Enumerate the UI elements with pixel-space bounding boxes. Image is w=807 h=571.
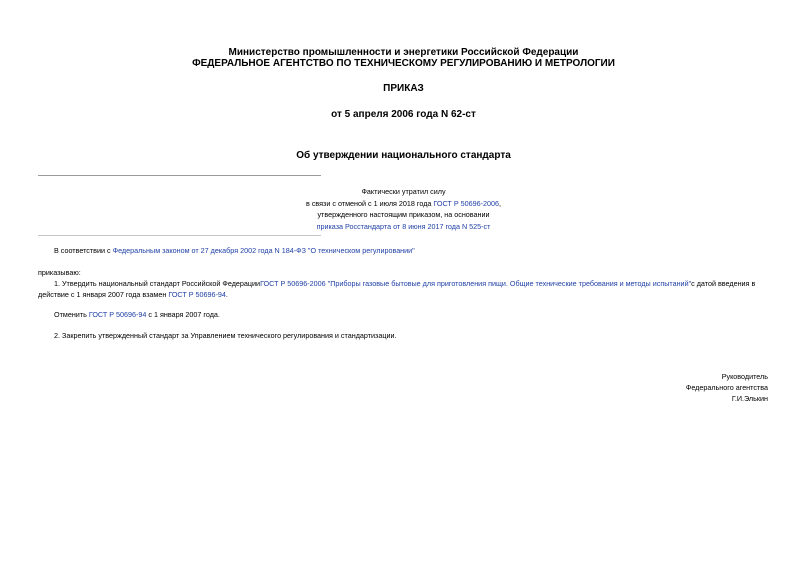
ministry-name: Министерство промышленности и энергетики Российской Федерации xyxy=(228,47,579,58)
document-title: Об утверждении национального стандарта xyxy=(296,150,511,161)
gost-2006-link[interactable]: ГОСТ Р 50696-2006 xyxy=(433,198,499,208)
federal-law-link[interactable]: Федеральным законом от 27 декабря 2002 года N 184-ФЗ "О техническом регулировании" xyxy=(112,246,415,255)
divider-bottom xyxy=(38,235,321,236)
rosstandart-order-link[interactable]: приказа Росстандарта от 8 июня 2017 года N 525-ст xyxy=(316,221,491,231)
status-note-line2-post: , xyxy=(498,198,501,208)
item-1-line2-post: . xyxy=(225,290,228,299)
signature-position-1: Руководитель xyxy=(721,372,768,381)
divider-top xyxy=(38,175,321,176)
item-1-text-post: с датой введения в xyxy=(691,279,756,288)
agency-name: ФЕДЕРАЛЬНОЕ АГЕНТСТВО ПО ТЕХНИЧЕСКОМУ РЕГУЛИРОВАНИЮ И МЕТРОЛОГИИ xyxy=(192,58,615,69)
paragraph-legal-basis xyxy=(38,245,784,256)
document-type: ПРИКАЗ xyxy=(383,83,424,94)
paragraph-order: приказываю: xyxy=(38,268,81,277)
gost-94-link[interactable]: ГОСТ Р 50696-94 xyxy=(168,290,226,299)
signature-name: Г.И.Элькин xyxy=(731,394,768,403)
gost-94-cancel-link[interactable]: ГОСТ Р 50696-94 xyxy=(88,310,147,319)
status-note xyxy=(0,186,807,232)
paragraph-item-2: 2. Закрепить утвержденный стандарт за Управлением технического регулирования и стандартизации. xyxy=(54,331,397,340)
status-note-line4 xyxy=(0,221,807,233)
document-date: от 5 апреля 2006 года N 62-ст xyxy=(331,109,476,120)
status-note-line2 xyxy=(0,198,807,210)
status-note-line3: утвержденного настоящим приказом, на основании xyxy=(317,210,490,219)
item-1-line2-text: действие с 1 января 2007 года взамен xyxy=(38,290,169,299)
status-note-line2-text: в связи с отменой с 1 июля 2018 года xyxy=(306,198,434,208)
paragraph-item-1-cont xyxy=(38,289,768,300)
status-note-line1: Фактически утратил силу xyxy=(361,187,446,196)
cancel-text: Отменить xyxy=(54,310,89,319)
legal-basis-text: В соответствии с xyxy=(54,246,113,255)
signature-position-2: Федерального агентства xyxy=(685,383,768,392)
item-1-text: 1. Утвердить национальный стандарт Российской Федерации xyxy=(54,279,261,288)
paragraph-cancel xyxy=(38,309,784,320)
cancel-text-post: с 1 января 2007 года. xyxy=(146,310,220,319)
gost-2006-full-link[interactable]: ГОСТ Р 50696-2006 "Приборы газовые бытовые для приготовления пищи. Общие технические требования и методы испытаний" xyxy=(260,279,692,288)
paragraph-item-1 xyxy=(38,278,784,289)
